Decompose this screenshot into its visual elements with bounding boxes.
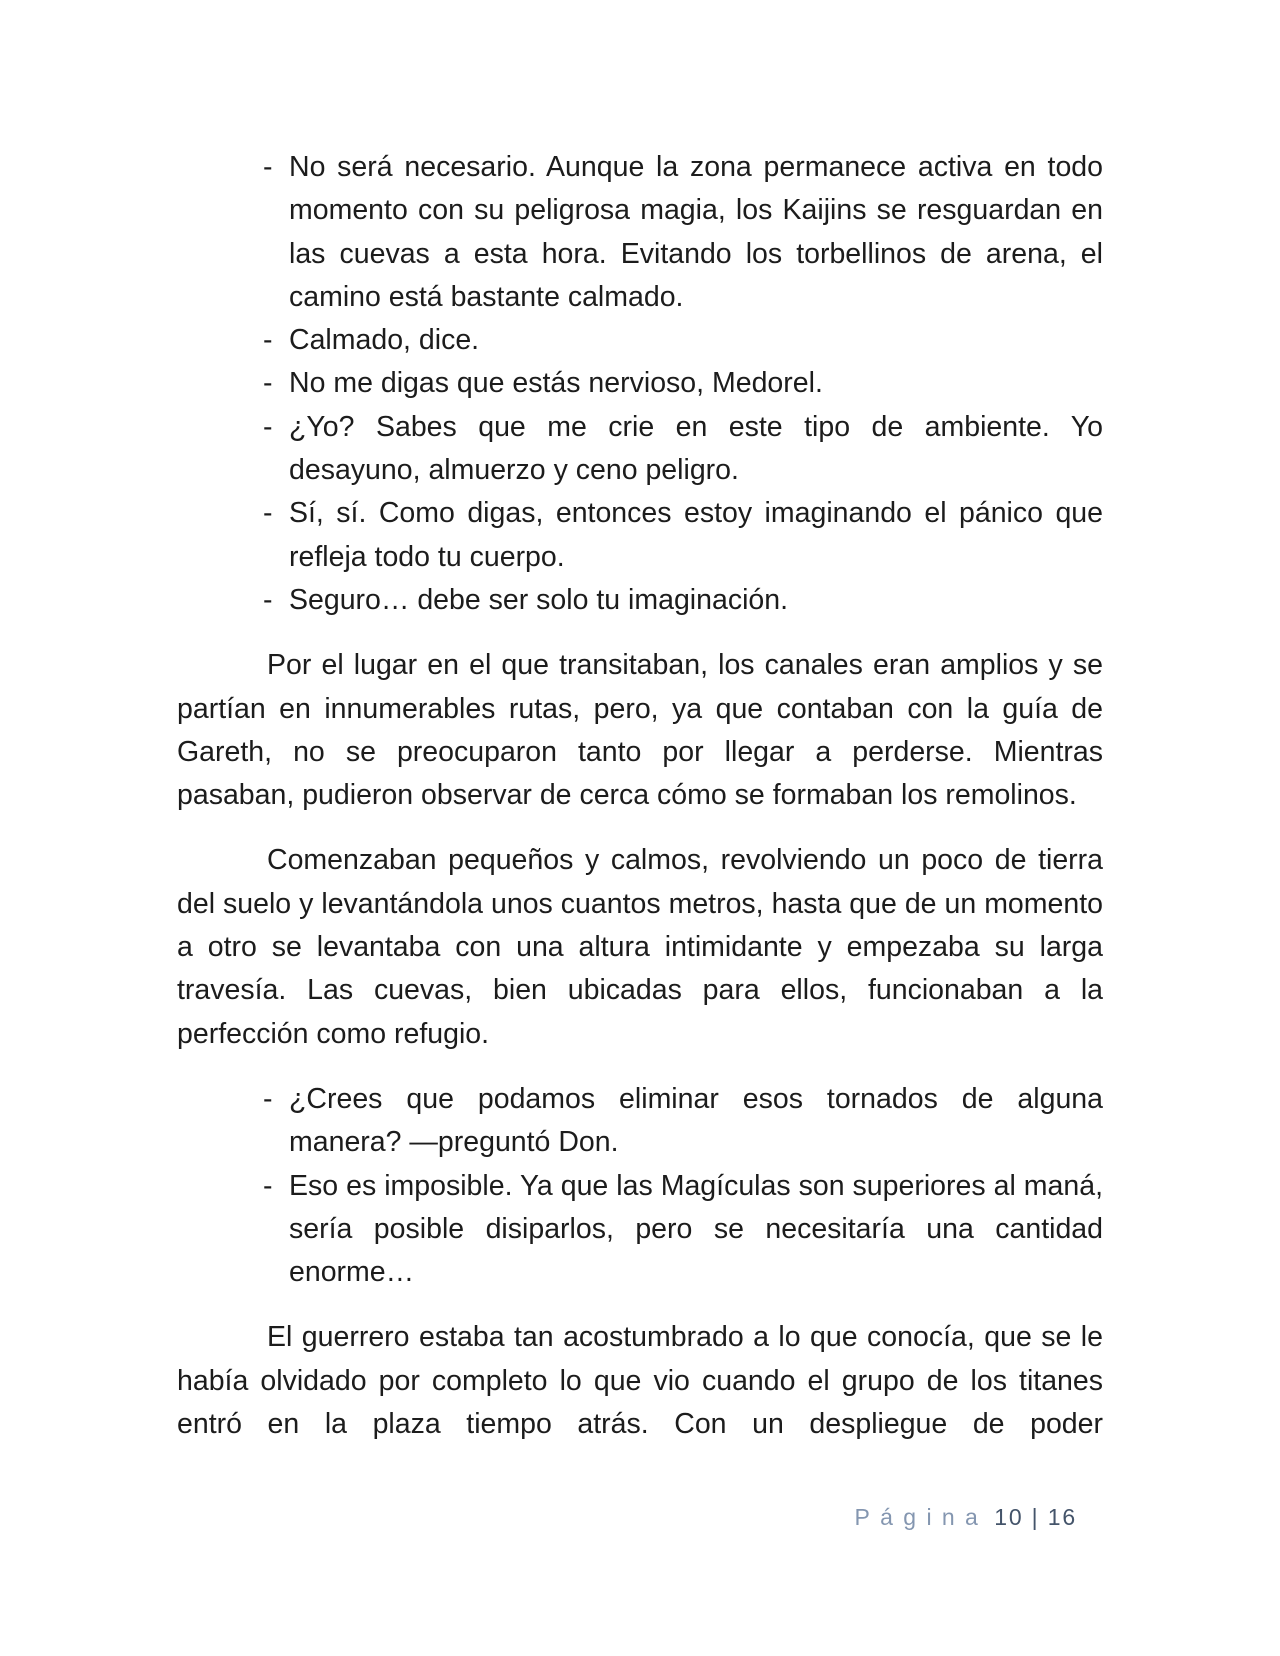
paragraph: El guerrero estaba tan acostumbrado a lo que conocía, que se le había olvidado por completo lo que vio cuando el grupo de los titanes entró en la plaza tiempo atrás. Con un despliegue de poder — [177, 1321, 1103, 1441]
footer-page-indicator: 10 | 16 — [994, 1504, 1077, 1530]
dialogue-line: - Eso es imposible. Ya que las Magículas son superiores al maná, sería posible disiparlos, pero se necesitaría una cantidad enorme… — [177, 1165, 1103, 1295]
dialogue-line: - No será necesario. Aunque la zona permanece activa en todo momento con su peligrosa magia, los Kaijins se resguardan en las cuevas a esta hora. Evitando los torbellinos de arena, el camino está bastante calmado. — [177, 146, 1103, 319]
dialogue-line: - Calmado, dice. — [177, 319, 1103, 362]
footer-page-label: Página — [854, 1504, 989, 1530]
dialogue-line: - No me digas que estás nervioso, Medorel. — [177, 362, 1103, 405]
paragraph: Comenzaban pequeños y calmos, revolviendo un poco de tierra del suelo y levantándola unos cuantos metros, hasta que de un momento a otro se levantaba con una altura intimidante y empezaba su larga travesía. Las cuevas, bien ubicadas para ellos, funcionaban a la perfección como refugio. — [177, 844, 1103, 1050]
paragraph: Por el lugar en el que transitaban, los canales eran amplios y se partían en innumerables rutas, pero, ya que contaban con la guía de Gareth, no se preocuparon tanto por llegar a perderse. Mientras pasaban, pudieron observar de cerca cómo se formaban los remolinos. — [177, 649, 1103, 812]
dialogue-line: - ¿Yo? Sabes que me crie en este tipo de ambiente. Yo desayuno, almuerzo y ceno peligro. — [177, 406, 1103, 493]
dialogue-line: - ¿Crees que podamos eliminar esos tornados de alguna manera? —preguntó Don. — [177, 1078, 1103, 1165]
dialogue-line: - Seguro… debe ser solo tu imaginación. — [177, 579, 1103, 622]
page-footer — [854, 1502, 1077, 1532]
dialogue-block-1 — [177, 146, 1103, 622]
dialogue-block-2 — [177, 1078, 1103, 1294]
page-content — [177, 146, 1103, 1446]
dialogue-line: - Sí, sí. Como digas, entonces estoy imaginando el pánico que refleja todo tu cuerpo. — [177, 492, 1103, 579]
